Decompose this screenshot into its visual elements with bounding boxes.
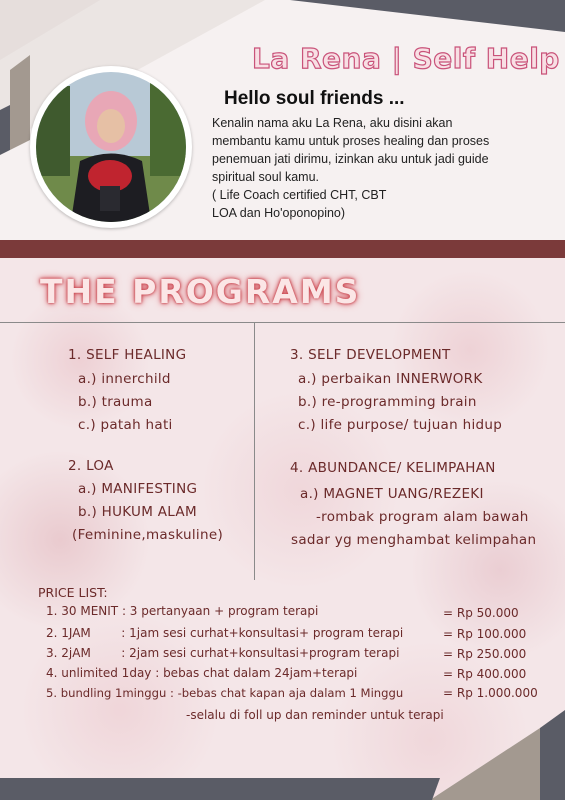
greeting-heading: Hello soul friends ... — [224, 88, 405, 109]
intro-line: membantu kamu untuk proses healing dan proses — [212, 134, 490, 148]
program-item: a.) innerchild — [78, 371, 171, 387]
program-heading: 3. SELF DEVELOPMENT — [290, 347, 451, 363]
program-heading: 1. SELF HEALING — [68, 347, 187, 363]
program-item: sadar yg menghambat kelimpahan — [291, 532, 537, 548]
divider-band — [0, 240, 565, 258]
price-row-amount: = Rp 250.000 — [443, 647, 527, 661]
price-row-label: 3. 2jAM : 2jam sesi curhat+konsultasi+program terapi — [46, 646, 400, 660]
avatar — [30, 66, 192, 228]
program-item: (Feminine,maskuline) — [72, 527, 224, 543]
intro-line: spiritual soul kamu. — [212, 170, 319, 184]
intro-text — [212, 114, 532, 222]
price-row-label: 1. 30 MENIT : 3 pertanyaan + program terapi — [46, 604, 319, 618]
program-item: b.) trauma — [78, 394, 153, 410]
intro-line: Kenalin nama aku La Rena, aku disini akan — [212, 116, 453, 130]
programs-title: THE PROGRAMS — [40, 272, 361, 311]
price-list-title: PRICE LIST: — [38, 585, 108, 600]
price-row-label: 5. bundling 1minggu : -bebas chat kapan aja dalam 1 Minggu — [46, 686, 404, 700]
price-row-amount: = Rp 100.000 — [443, 627, 527, 641]
price-row-amount: = Rp 400.000 — [443, 667, 527, 681]
footer-decoration — [0, 710, 565, 800]
program-heading: 2. LOA — [68, 458, 114, 474]
program-item: a.) MANIFESTING — [78, 481, 198, 497]
vertical-divider — [254, 322, 255, 580]
profile-photo — [30, 66, 192, 228]
price-row-label: 4. unlimited 1day : bebas chat dalam 24jam+terapi — [46, 666, 358, 680]
program-item: a.) MAGNET UANG/REZEKI — [300, 486, 484, 502]
intro-line: ( Life Coach certified CHT, CBT — [212, 188, 387, 202]
program-item: b.) re-programming brain — [298, 394, 477, 410]
price-note: -selalu di foll up dan reminder untuk terapi — [186, 708, 444, 722]
price-row-amount: = Rp 1.000.000 — [443, 686, 538, 700]
program-heading: 4. ABUNDANCE/ KELIMPAHAN — [290, 460, 496, 476]
program-item: c.) life purpose/ tujuan hidup — [298, 417, 503, 433]
price-row-amount: = Rp 50.000 — [443, 606, 519, 620]
horizontal-divider — [0, 322, 565, 323]
price-row-label: 2. 1JAM : 1jam sesi curhat+konsultasi+ program terapi — [46, 626, 404, 640]
program-item: b.) HUKUM ALAM — [78, 504, 197, 520]
brand-title: La Rena | Self Help — [252, 42, 560, 75]
program-item: c.) patah hati — [78, 417, 173, 433]
program-item: -rombak program alam bawah — [316, 509, 529, 525]
intro-line: penemuan jati dirimu, izinkan aku untuk jadi guide — [212, 152, 489, 166]
program-item: a.) perbaikan INNERWORK — [298, 371, 483, 387]
intro-line: LOA dan Ho'oponopino) — [212, 206, 346, 220]
